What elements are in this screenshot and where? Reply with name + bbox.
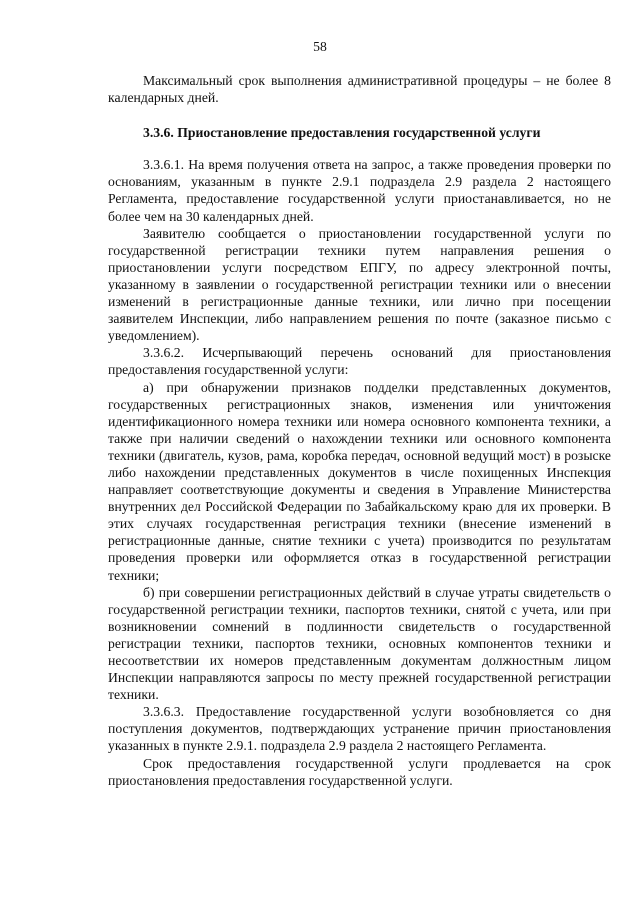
paragraph-max-duration: Максимальный срок выполнения административной процедуры – не более 8 календарных дней. — [108, 73, 611, 106]
document-body — [108, 72, 611, 789]
paragraph-3-3-6-1: 3.3.6.1. На время получения ответа на запрос, а также проведения проверки по основаниям, указанным в пункте 2.9.1 подраздела 2.9 раздела 2 настоящего Регламента, предоставление государственной услуги приостанавливается, но не более чем на 30 календарных дней. — [108, 157, 611, 224]
paragraph-item-b: б) при совершении регистрационных действий в случае утраты свидетельств о государственной регистрации техники, паспортов техники, снятой с учета, или при возникновении сомнений в подлинности свидетельств о государственной регистрации техники, паспортов техники, основных компонентов техники и несоответствии их номеров представленным документам должностным лицом Инспекции направляются запросы по месту прежней государственной регистрации техники. — [108, 584, 611, 703]
section-heading: 3.3.6. Приостановление предоставления государственной услуги — [143, 125, 541, 141]
paragraph-notification: Заявителю сообщается о приостановлении государственной услуги по государственной регистрации техники путем направления решения о приостановлении услуги посредством ЕПГУ, по адресу электронной почты, указанному в заявлении о государственной регистрации техники или о внесении изменений в регистрационные данные техники, или лично при посещении заявителем Инспекции, либо направлением решения по почте (заказное письмо с уведомлением). — [108, 225, 611, 344]
paragraph-extension: Срок предоставления государственной услуги продлевается на срок приостановления предоставления государственной услуги. — [108, 755, 611, 788]
paragraph-item-a: а) при обнаружении признаков подделки представленных документов, государственных регистрационных знаков, изменения или уничтожения идентификационного номера техники или номера основного компонента техники, а также при наличии сведений о нахождении техники или основного компонента техники (двигатель, кузов, рама, коробка передач, основной ведущий мост) в розыске либо нахождении представленных документов в числе похищенных Инспекция направляет соответствующие документы и сведения в Управление Министерства внутренних дел Российской Федерации по Забайкальскому краю для их проверки. В этих случаях государственная регистрация техники (внесение изменений в регистрационные данные, снятие техники с учета) производится по результатам проведения проверки или оформляется отказ в государственной регистрации техники; — [108, 379, 611, 583]
paragraph-3-3-6-2: 3.3.6.2. Исчерпывающий перечень оснований для приостановления предоставления государственной услуги: — [108, 345, 611, 378]
paragraph-3-3-6-3: 3.3.6.3. Предоставление государственной услуги возобновляется со дня поступления документов, подтверждающих устранение причин приостановления указанных в пункте 2.9.1. подраздела 2.9 раздела 2 настоящего Регламента. — [108, 704, 611, 754]
page-number: 58 — [313, 39, 327, 54]
